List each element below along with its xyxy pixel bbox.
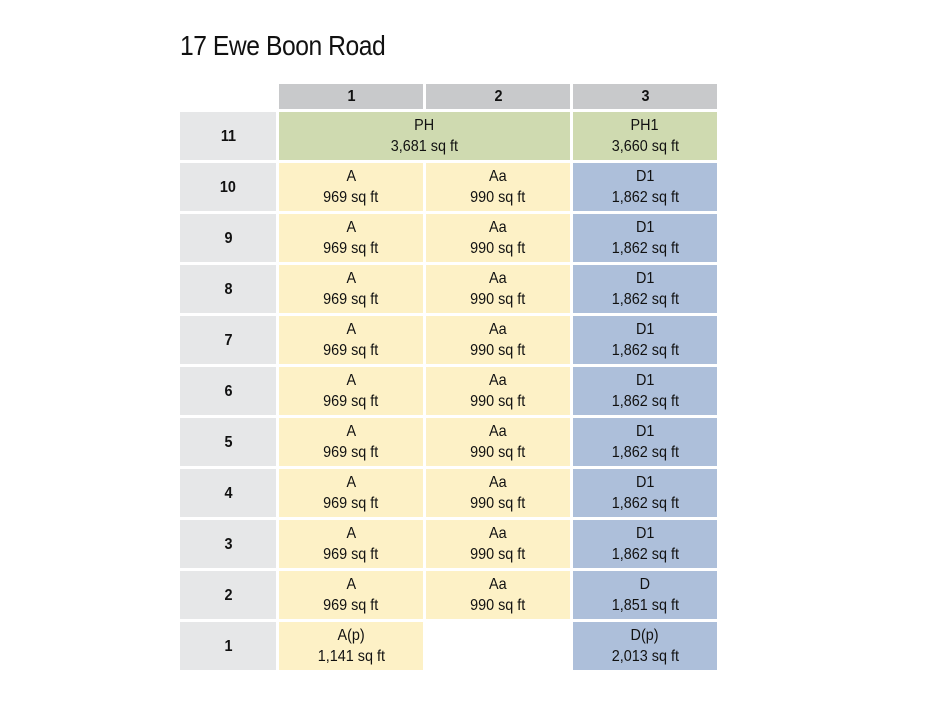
- unit-type: A: [346, 423, 356, 440]
- unit-cell: [279, 265, 423, 313]
- unit-type: PH: [414, 117, 435, 134]
- unit-cell: [279, 112, 570, 160]
- unit-cell: [279, 163, 423, 211]
- unit-area: 990 sq ft: [470, 444, 526, 461]
- unit-cell: [573, 214, 717, 262]
- unit-area: 1,141 sq ft: [317, 648, 385, 665]
- unit-cell: [573, 316, 717, 364]
- unit-type: D1: [635, 270, 655, 287]
- unit-area: 990 sq ft: [470, 393, 526, 410]
- unit-area: 990 sq ft: [470, 291, 526, 308]
- unit-type: A: [346, 525, 356, 542]
- unit-cell: [426, 214, 570, 262]
- unit-area: 1,862 sq ft: [611, 546, 679, 563]
- unit-type: D1: [635, 372, 655, 389]
- unit-area: 1,862 sq ft: [611, 240, 679, 257]
- unit-type: D1: [635, 423, 655, 440]
- unit-cell: [279, 520, 423, 568]
- floor-label-5: 5: [180, 418, 276, 466]
- unit-type: Aa: [489, 219, 507, 236]
- unit-cell: [426, 418, 570, 466]
- unit-type: Aa: [489, 525, 507, 542]
- unit-cell: [426, 469, 570, 517]
- unit-cell: [426, 265, 570, 313]
- unit-type: D1: [635, 474, 655, 491]
- floor-label-3: 3: [180, 520, 276, 568]
- stack-header-label: 3: [640, 88, 650, 105]
- unit-type: D1: [635, 219, 655, 236]
- unit-area: 969 sq ft: [323, 495, 379, 512]
- unit-cell: [279, 367, 423, 415]
- floor-label-2: 2: [180, 571, 276, 619]
- unit-area: 969 sq ft: [323, 444, 379, 461]
- unit-cell: [279, 214, 423, 262]
- stack-header-1: [279, 84, 423, 109]
- unit-type: A: [346, 474, 356, 491]
- floor-label-11: 11: [180, 112, 276, 160]
- unit-type: A: [346, 576, 356, 593]
- unit-cell: [426, 163, 570, 211]
- unit-type: A: [346, 372, 356, 389]
- unit-type: PH1: [630, 117, 660, 134]
- unit-type: D(p): [630, 627, 659, 644]
- unit-type: Aa: [489, 576, 507, 593]
- unit-stack-table: [180, 84, 717, 670]
- unit-type: Aa: [489, 270, 507, 287]
- unit-type: Aa: [489, 168, 507, 185]
- empty-cell: [426, 622, 570, 670]
- unit-cell: [573, 265, 717, 313]
- unit-cell: [426, 316, 570, 364]
- unit-area: 1,862 sq ft: [611, 189, 679, 206]
- floor-label-8: 8: [180, 265, 276, 313]
- unit-cell: [573, 520, 717, 568]
- unit-area: 969 sq ft: [323, 189, 379, 206]
- unit-cell: [426, 367, 570, 415]
- unit-cell: [573, 418, 717, 466]
- floor-label-10: 10: [180, 163, 276, 211]
- page-title: 17 Ewe Boon Road: [180, 30, 386, 61]
- unit-type: A: [346, 168, 356, 185]
- unit-cell: [573, 112, 717, 160]
- unit-area: 969 sq ft: [323, 546, 379, 563]
- unit-area: 969 sq ft: [323, 240, 379, 257]
- header-corner: [180, 84, 276, 109]
- unit-cell: [426, 520, 570, 568]
- unit-cell: [573, 469, 717, 517]
- unit-area: 3,681 sq ft: [390, 138, 459, 155]
- unit-cell: [426, 571, 570, 619]
- unit-type: Aa: [489, 423, 507, 440]
- stack-header-label: 1: [346, 88, 356, 105]
- unit-type: A: [346, 219, 356, 236]
- unit-area: 969 sq ft: [323, 393, 379, 410]
- stack-header-label: 2: [493, 88, 503, 105]
- unit-type: A: [346, 321, 356, 338]
- unit-cell: [279, 571, 423, 619]
- floor-label-9: 9: [180, 214, 276, 262]
- unit-type: D1: [635, 168, 655, 185]
- unit-area: 2,013 sq ft: [611, 648, 679, 665]
- unit-type: A(p): [337, 627, 365, 644]
- floor-label-1: 1: [180, 622, 276, 670]
- unit-cell: [573, 367, 717, 415]
- unit-cell: [279, 316, 423, 364]
- floor-label-4: 4: [180, 469, 276, 517]
- stack-header-2: [426, 84, 570, 109]
- unit-cell: [573, 622, 717, 670]
- unit-area: 990 sq ft: [470, 495, 526, 512]
- unit-type: D1: [635, 321, 655, 338]
- unit-area: 1,862 sq ft: [611, 291, 679, 308]
- unit-area: 990 sq ft: [470, 597, 526, 614]
- unit-type: D: [639, 576, 651, 593]
- unit-area: 1,862 sq ft: [611, 444, 679, 461]
- unit-cell: [573, 571, 717, 619]
- floor-label-6: 6: [180, 367, 276, 415]
- unit-area: 1,862 sq ft: [611, 495, 679, 512]
- unit-area: 1,851 sq ft: [611, 597, 679, 614]
- floor-label-7: 7: [180, 316, 276, 364]
- unit-area: 990 sq ft: [470, 189, 526, 206]
- unit-area: 990 sq ft: [470, 342, 526, 359]
- unit-cell: [573, 163, 717, 211]
- unit-type: A: [346, 270, 356, 287]
- unit-area: 1,862 sq ft: [611, 342, 679, 359]
- stack-header-3: [573, 84, 717, 109]
- unit-area: 1,862 sq ft: [611, 393, 679, 410]
- unit-type: D1: [635, 525, 655, 542]
- unit-type: Aa: [489, 372, 507, 389]
- unit-type: Aa: [489, 321, 507, 338]
- unit-area: 969 sq ft: [323, 342, 379, 359]
- unit-area: 969 sq ft: [323, 597, 379, 614]
- unit-area: 990 sq ft: [470, 240, 526, 257]
- unit-cell: [279, 622, 423, 670]
- unit-area: 990 sq ft: [470, 546, 526, 563]
- unit-cell: [279, 469, 423, 517]
- unit-area: 3,660 sq ft: [611, 138, 679, 155]
- unit-cell: [279, 418, 423, 466]
- unit-area: 969 sq ft: [323, 291, 379, 308]
- unit-type: Aa: [489, 474, 507, 491]
